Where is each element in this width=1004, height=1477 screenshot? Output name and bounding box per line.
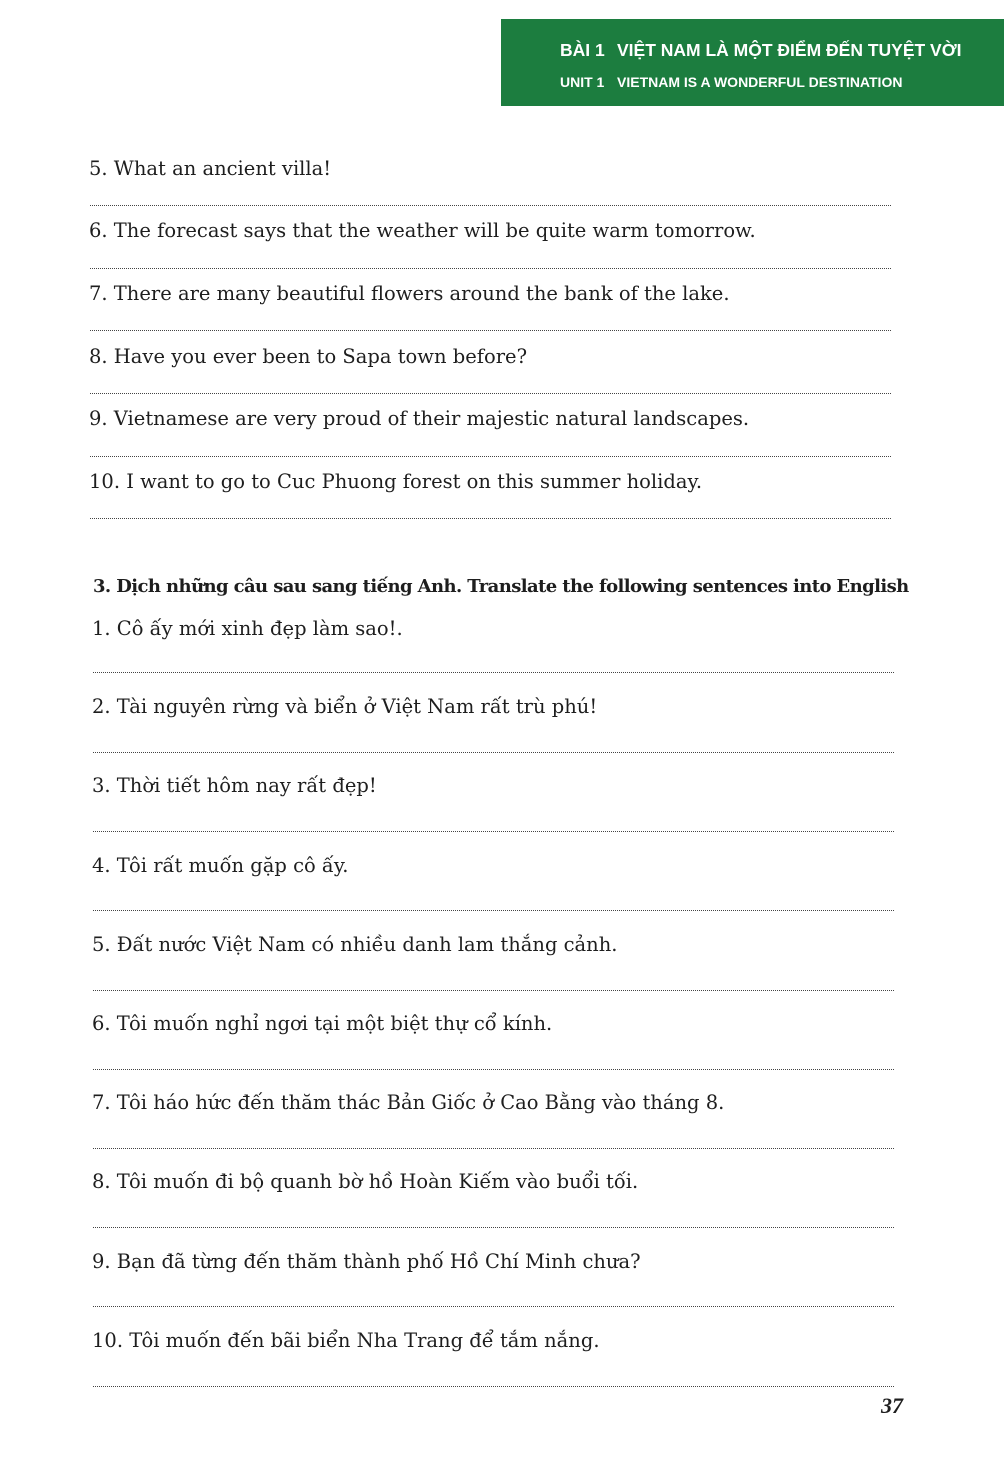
sentence-item: 8. Have you ever been to Sapa town before? bbox=[89, 345, 528, 368]
answer-line[interactable] bbox=[93, 1227, 894, 1228]
translation-item: 8. Tôi muốn đi bộ quanh bờ hồ Hoàn Kiếm vào buổi tối. bbox=[92, 1170, 639, 1193]
lesson-title-row bbox=[560, 40, 962, 61]
sentence-item: 6. The forecast says that the weather will be quite warm tomorrow. bbox=[89, 219, 756, 242]
sentence-item: 9. Vietnamese are very proud of their majestic natural landscapes. bbox=[89, 407, 750, 430]
answer-line[interactable] bbox=[93, 910, 894, 911]
translation-item: 3. Thời tiết hôm nay rất đẹp! bbox=[92, 774, 377, 797]
translation-item: 1. Cô ấy mới xinh đẹp làm sao!. bbox=[92, 617, 403, 640]
sentence-item: 5. What an ancient villa! bbox=[89, 157, 332, 180]
answer-line[interactable] bbox=[90, 518, 891, 519]
answer-line[interactable] bbox=[93, 1148, 894, 1149]
unit-number: UNIT 1 bbox=[560, 74, 605, 90]
translation-item: 6. Tôi muốn nghỉ ngơi tại một biệt thự cổ kính. bbox=[92, 1012, 553, 1035]
answer-line[interactable] bbox=[90, 456, 891, 457]
lesson-title: VIỆT NAM LÀ MỘT ĐIỂM ĐẾN TUYỆT VỜI bbox=[617, 40, 962, 60]
answer-line[interactable] bbox=[90, 393, 891, 394]
sentence-item: 7. There are many beautiful flowers around the bank of the lake. bbox=[89, 282, 730, 305]
answer-line[interactable] bbox=[93, 990, 894, 991]
translation-item: 5. Đất nước Việt Nam có nhiều danh lam thắng cảnh. bbox=[92, 933, 618, 956]
answer-line[interactable] bbox=[93, 1069, 894, 1070]
page-number: 37 bbox=[881, 1393, 903, 1418]
answer-line[interactable] bbox=[93, 1306, 894, 1307]
answer-line[interactable] bbox=[93, 1386, 894, 1387]
translation-item: 7. Tôi háo hức đến thăm thác Bản Giốc ở Cao Bằng vào tháng 8. bbox=[92, 1091, 725, 1114]
answer-line[interactable] bbox=[93, 831, 894, 832]
unit-title-row bbox=[560, 74, 902, 90]
lesson-number: BÀI 1 bbox=[560, 40, 605, 60]
answer-line[interactable] bbox=[93, 752, 894, 753]
answer-line[interactable] bbox=[93, 672, 894, 673]
answer-line[interactable] bbox=[90, 205, 891, 206]
answer-line[interactable] bbox=[90, 330, 891, 331]
section-3-heading: 3. Dịch những câu sau sang tiếng Anh. Translate the following sentences into English bbox=[93, 576, 909, 597]
unit-title: VIETNAM IS A WONDERFUL DESTINATION bbox=[617, 74, 903, 90]
translation-item: 2. Tài nguyên rừng và biển ở Việt Nam rất trù phú! bbox=[92, 695, 598, 718]
sentence-item: 10. I want to go to Cuc Phuong forest on this summer holiday. bbox=[89, 470, 703, 493]
translation-item: 4. Tôi rất muốn gặp cô ấy. bbox=[92, 854, 349, 877]
translation-item: 9. Bạn đã từng đến thăm thành phố Hồ Chí Minh chưa? bbox=[92, 1250, 641, 1273]
translation-item: 10. Tôi muốn đến bãi biển Nha Trang để tắm nắng. bbox=[92, 1329, 600, 1352]
header-band bbox=[501, 19, 1004, 106]
answer-line[interactable] bbox=[90, 268, 891, 269]
